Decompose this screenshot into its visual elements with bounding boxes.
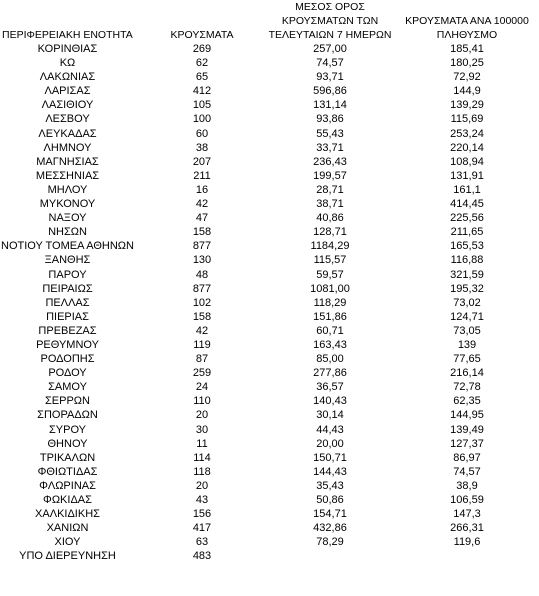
cell-cases-per-100k: 115,69 [450, 113, 484, 126]
cell-region: ΦΘΙΩΤΙΔΑΣ [37, 465, 98, 478]
cell-seven-day-average: 257,00 [313, 43, 347, 55]
cell-region: ΠΕΛΛΑΣ [45, 296, 90, 309]
cell-cases-per-100k: 195,32 [450, 282, 484, 295]
cell-seven-day-average: 596,86 [313, 85, 347, 98]
cell-cases: 417 [192, 522, 212, 535]
table-row [0, 338, 539, 352]
cell-cases: 42 [195, 198, 209, 211]
cell-cases: 63 [195, 536, 209, 549]
cell-region: ΠΕΙΡΑΙΩΣ [42, 282, 93, 295]
cell-seven-day-average: 78,29 [316, 536, 344, 549]
cell-cases-per-100k: 86,97 [453, 451, 481, 464]
cell-seven-day-average: 35,43 [316, 479, 344, 492]
cell-seven-day-average: 1184,29 [310, 240, 350, 253]
table-row [0, 197, 539, 211]
cell-seven-day-average: 50,86 [316, 494, 344, 506]
cell-region: ΜΗΛΟΥ [47, 183, 88, 196]
cell-seven-day-average: 277,86 [313, 367, 347, 380]
cell-cases-per-100k: 72,78 [453, 381, 481, 394]
cell-cases: 43 [195, 494, 209, 506]
cell-cases: 119 [193, 338, 211, 351]
cell-cases-per-100k: 253,24 [450, 127, 484, 140]
header-per-line-1: ΚΡΟΥΣΜΑΤΑ ΑΝΑ 100000 [405, 15, 529, 27]
table-row [0, 451, 539, 465]
table-row [0, 70, 539, 84]
cell-seven-day-average: 140,43 [313, 395, 347, 408]
cell-cases-per-100k: 116,88 [450, 254, 484, 267]
cell-region: ΧΑΝΙΩΝ [46, 522, 89, 535]
table-body [0, 42, 539, 563]
cell-cases: 60 [195, 127, 209, 140]
cell-region: ΣΕΡΡΩΝ [45, 395, 90, 408]
cell-cases: 65 [195, 71, 209, 84]
cell-cases: 114 [193, 451, 211, 464]
table-row [0, 324, 539, 338]
cell-region: ΛΕΥΚΑΔΑΣ [38, 127, 97, 140]
header-cases-per-100k [400, 14, 534, 42]
cell-region: ΝΟΤΙΟΥ ΤΟΜΕΑ ΑΘΗΝΩΝ [1, 240, 134, 253]
cell-cases-per-100k: 38,9 [456, 479, 478, 492]
table-row [0, 380, 539, 394]
cell-cases: 158 [192, 310, 212, 323]
cell-seven-day-average: 36,57 [316, 381, 344, 394]
cell-seven-day-average: 59,57 [316, 268, 344, 281]
cell-seven-day-average: 1081,00 [310, 282, 350, 295]
cell-seven-day-average: 74,57 [316, 57, 344, 70]
cell-cases-per-100k: 127,37 [450, 437, 484, 450]
table-row [0, 225, 539, 239]
cell-region: ΚΟΡΙΝΘΙΑΣ [37, 43, 98, 55]
header-region-label: ΠΕΡΙΦΕΡΕΙΑΚΗ ΕΝΟΤΗΤΑ [2, 29, 133, 41]
table-row [0, 84, 539, 98]
table-row [0, 437, 539, 451]
table-row [0, 183, 539, 197]
cell-seven-day-average: 144,43 [313, 465, 347, 478]
cell-region: ΦΛΩΡΙΝΑΣ [39, 479, 96, 492]
cell-seven-day-average: 93,86 [316, 113, 344, 126]
table-row [0, 42, 539, 56]
cell-cases-per-100k: 74,57 [453, 465, 481, 478]
cell-region: ΠΙΕΡΙΑΣ [46, 310, 89, 323]
table-row [0, 155, 539, 169]
cell-cases: 207 [192, 155, 212, 168]
header-seven-day-average [262, 0, 398, 42]
cell-seven-day-average: 128,71 [313, 226, 347, 239]
cell-cases: 20 [195, 409, 209, 422]
cell-cases-per-100k: 266,31 [450, 522, 484, 535]
cell-cases: 211 [193, 169, 211, 182]
cell-seven-day-average: 60,71 [316, 324, 344, 337]
cell-cases: 11 [196, 437, 208, 450]
cell-cases: 30 [195, 423, 209, 436]
cell-cases: 259 [192, 367, 212, 380]
cell-seven-day-average: 199,57 [313, 169, 347, 182]
cell-cases: 118 [193, 465, 211, 478]
cell-seven-day-average: 33,71 [316, 141, 344, 154]
cell-region: ΝΗΣΩΝ [48, 226, 87, 239]
table-row [0, 282, 539, 296]
cell-cases: 100 [192, 113, 212, 126]
table-row [0, 310, 539, 324]
cell-cases-per-100k: 220,14 [450, 141, 484, 154]
cell-cases-per-100k: 139,49 [450, 423, 484, 436]
cell-cases-per-100k: 216,14 [450, 367, 484, 380]
table-row [0, 366, 539, 380]
table-row [0, 535, 539, 549]
cell-cases: 105 [192, 99, 212, 112]
cell-cases: 48 [195, 268, 209, 281]
cell-region: ΛΑΣΙΘΙΟΥ [41, 99, 94, 112]
cell-cases: 16 [195, 183, 209, 196]
cell-seven-day-average: 163,43 [313, 338, 347, 351]
table-row [0, 112, 539, 126]
cell-cases: 24 [195, 381, 209, 394]
table-row [0, 479, 539, 493]
cell-cases: 42 [195, 324, 209, 337]
header-avg-line-3: ΤΕΛΕΥΤΑΙΩΝ 7 ΗΜΕΡΩΝ [268, 29, 392, 41]
cell-cases: 130 [192, 254, 212, 267]
cell-seven-day-average: 93,71 [316, 71, 344, 84]
cell-cases-per-100k: 144,95 [450, 409, 484, 422]
cell-region: ΞΑΝΘΗΣ [44, 254, 91, 267]
cell-cases-per-100k: 72,92 [453, 71, 481, 84]
cell-cases: 87 [195, 353, 209, 366]
cell-cases: 47 [195, 212, 209, 225]
cell-cases: 877 [192, 240, 212, 253]
table-row [0, 423, 539, 437]
cell-cases-per-100k: 106,59 [450, 494, 484, 506]
cell-cases-per-100k: 161,1 [453, 183, 481, 196]
cell-region: ΥΠΟ ΔΙΕΡΕΥΝΗΣΗ [19, 550, 116, 563]
table-row [0, 493, 539, 507]
header-per-line-2: ΠΛΗΘΥΣΜΟ [436, 29, 498, 41]
cell-seven-day-average: 118,29 [313, 296, 347, 309]
cell-cases: 412 [192, 85, 212, 98]
cell-cases-per-100k: 144,9 [453, 85, 481, 98]
table-row [0, 127, 539, 141]
cell-cases-per-100k: 165,53 [450, 240, 484, 253]
table-row [0, 549, 539, 563]
cell-cases-per-100k: 211,65 [450, 226, 484, 239]
cell-cases-per-100k: 147,3 [453, 508, 481, 521]
table-row [0, 296, 539, 310]
header-cases [148, 28, 256, 42]
cell-cases: 156 [192, 508, 212, 521]
header-avg-line-2: ΚΡΟΥΣΜΑΤΩΝ ΤΩΝ [281, 15, 379, 27]
cell-region: ΛΑΡΙΣΑΣ [44, 85, 91, 98]
cell-seven-day-average: 131,14 [313, 99, 347, 112]
cell-cases-per-100k: 414,45 [450, 198, 484, 211]
cell-region: ΜΕΣΣΗΝΙΑΣ [35, 169, 100, 182]
cell-seven-day-average: 55,43 [316, 127, 344, 140]
cell-seven-day-average: 236,43 [313, 155, 347, 168]
cell-region: ΡΟΔΟΠΗΣ [40, 353, 95, 366]
cell-region: ΠΡΕΒΕΖΑΣ [38, 324, 97, 337]
cell-cases-per-100k: 131,91 [450, 169, 484, 182]
cell-seven-day-average: 44,43 [316, 423, 344, 436]
cell-cases-per-100k: 108,94 [450, 155, 484, 168]
table-row [0, 211, 539, 225]
cell-cases: 62 [195, 57, 209, 70]
cell-cases-per-100k: 62,35 [453, 395, 481, 408]
cell-cases: 877 [192, 282, 212, 295]
cell-seven-day-average: 28,71 [316, 183, 344, 196]
cell-cases: 102 [192, 296, 212, 309]
header-cases-label: ΚΡΟΥΣΜΑΤΑ [170, 29, 234, 41]
table-row [0, 408, 539, 422]
table-row [0, 56, 539, 70]
table-row [0, 521, 539, 535]
cell-cases: 483 [192, 550, 212, 563]
table-row [0, 465, 539, 479]
cell-region: ΦΩΚΙΔΑΣ [43, 494, 92, 506]
cell-cases: 38 [195, 141, 209, 154]
table-row [0, 507, 539, 521]
cell-region: ΣΥΡΟΥ [48, 423, 86, 436]
cell-region: ΝΑΞΟΥ [48, 212, 87, 225]
cell-seven-day-average: 20,00 [316, 437, 344, 450]
cell-cases-per-100k: 124,71 [450, 310, 484, 323]
table-row [0, 394, 539, 408]
cell-seven-day-average: 85,00 [316, 353, 344, 366]
cell-region: ΜΑΓΝΗΣΙΑΣ [36, 155, 99, 168]
cell-cases-per-100k: 225,56 [450, 212, 484, 225]
cell-cases: 269 [192, 43, 212, 55]
cell-seven-day-average: 432,86 [313, 522, 347, 535]
cell-region: ΜΥΚΟΝΟΥ [39, 198, 96, 211]
header-avg-line-1: ΜΕΣΟΣ ΟΡΟΣ [295, 1, 365, 13]
header-region [0, 28, 137, 42]
table-row [0, 253, 539, 267]
table-row [0, 98, 539, 112]
cell-region: ΛΕΣΒΟΥ [45, 113, 90, 126]
cell-cases-per-100k: 185,41 [450, 43, 484, 55]
cell-cases: 110 [193, 395, 211, 408]
cell-region: ΠΑΡΟΥ [48, 268, 87, 281]
cell-seven-day-average: 40,86 [316, 212, 344, 225]
table-row [0, 352, 539, 366]
cell-region: ΛΗΜΝΟΥ [43, 141, 92, 154]
cell-cases-per-100k: 139,29 [450, 99, 484, 112]
cell-cases-per-100k: 139 [457, 338, 477, 351]
cell-cases: 158 [192, 226, 212, 239]
cell-cases-per-100k: 321,59 [450, 268, 484, 281]
cell-region: ΚΩ [59, 57, 76, 70]
cell-seven-day-average: 150,71 [313, 451, 347, 464]
cell-region: ΣΑΜΟΥ [48, 381, 87, 394]
cell-region: ΘΗΝΟΥ [47, 437, 88, 450]
cell-region: ΡΟΔΟΥ [48, 367, 87, 380]
cell-seven-day-average: 151,86 [313, 310, 347, 323]
cell-region: ΡΕΘΥΜΝΟΥ [36, 338, 99, 351]
cell-cases-per-100k: 77,65 [453, 353, 481, 366]
cell-region: ΧΙΟΥ [54, 536, 81, 549]
table-row [0, 268, 539, 282]
cell-seven-day-average: 30,14 [316, 409, 344, 422]
cell-cases-per-100k: 119,6 [453, 536, 481, 549]
cell-cases-per-100k: 180,25 [450, 57, 484, 70]
table-row [0, 239, 539, 253]
cell-region: ΛΑΚΩΝΙΑΣ [39, 71, 96, 84]
cell-seven-day-average: 154,71 [313, 508, 347, 521]
table-row [0, 141, 539, 155]
cell-cases-per-100k: 73,02 [453, 296, 481, 309]
cell-region: ΤΡΙΚΑΛΩΝ [39, 451, 96, 464]
cell-region: ΧΑΛΚΙΔΙΚΗΣ [35, 508, 100, 521]
cell-cases: 20 [195, 479, 209, 492]
cell-seven-day-average: 38,71 [316, 198, 344, 211]
cell-region: ΣΠΟΡΑΔΩΝ [37, 409, 98, 422]
table-row [0, 169, 539, 183]
cell-cases-per-100k: 73,05 [453, 324, 481, 337]
cell-seven-day-average: 115,57 [313, 254, 347, 267]
